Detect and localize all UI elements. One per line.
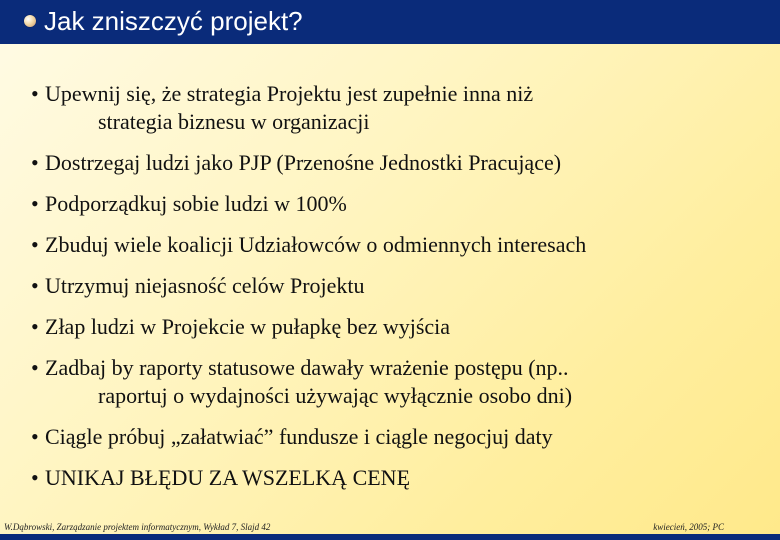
list-item-text: Złap ludzi w Projekcie w pułapkę bez wyjścia: [45, 314, 451, 339]
list-item: [0, 313, 780, 341]
bullet-icon: •: [31, 81, 39, 106]
slide-title-bar: [0, 0, 780, 44]
bullet-icon: •: [31, 465, 39, 490]
list-item: [0, 231, 780, 259]
list-item-text-continued: strategia biznesu w organizacji: [98, 109, 370, 134]
bullet-icon: •: [31, 355, 39, 380]
list-item-text: Upewnij się, że strategia Projektu jest zupełnie inna niż: [45, 81, 534, 106]
bullet-icon: •: [31, 232, 39, 257]
footer-bar: [0, 534, 780, 540]
list-item: [0, 80, 780, 136]
list-item-text: UNIKAJ BŁĘDU ZA WSZELKĄ CENĘ: [45, 465, 411, 490]
list-item-text: Ciągle próbuj „załatwiać” fundusze i ciągle negocjuj daty: [45, 424, 553, 449]
bullet-icon: •: [31, 273, 39, 298]
footer-date: kwiecień, 2005; PC: [653, 522, 724, 532]
list-item-text: Zbuduj wiele koalicji Udziałowców o odmiennych interesach: [45, 232, 587, 257]
list-item: [0, 149, 780, 177]
list-item: [0, 354, 780, 410]
list-item: [0, 190, 780, 218]
slide-title: Jak zniszczyć projekt?: [44, 6, 303, 36]
list-item: [0, 272, 780, 300]
bullet-list: [0, 80, 780, 505]
list-item-text: Dostrzegaj ludzi jako PJP (Przenośne Jednostki Pracujące): [45, 150, 562, 175]
list-item-text: Zadbaj by raporty statusowe dawały wrażenie postępu (np..: [45, 355, 569, 380]
bullet-icon: •: [31, 150, 39, 175]
title-bullet-icon: [24, 15, 36, 27]
list-item: [0, 423, 780, 451]
bullet-icon: •: [31, 191, 39, 216]
list-item-text-continued: raportuj o wydajności używając wyłącznie osobo dni): [98, 383, 573, 408]
bullet-icon: •: [31, 314, 39, 339]
list-item-text: Podporządkuj sobie ludzi w 100%: [45, 191, 347, 216]
bullet-icon: •: [31, 424, 39, 449]
list-item: [0, 464, 780, 492]
list-item-text: Utrzymuj niejasność celów Projektu: [45, 273, 365, 298]
footer-credits: W.Dąbrowski, Zarządzanie projektem informatycznym, Wykład 7, Slajd 42: [4, 522, 271, 532]
